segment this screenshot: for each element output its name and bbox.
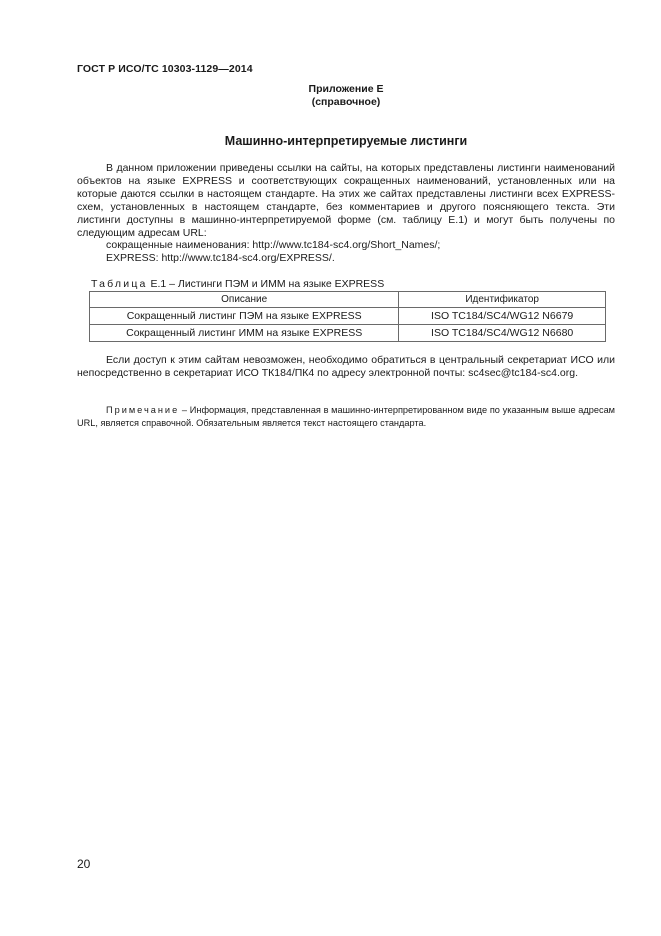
table-row (90, 325, 606, 342)
appendix-title: Приложение Е (308, 83, 384, 95)
table-header-row (90, 292, 606, 308)
note-label: Примечание (106, 405, 180, 415)
table-caption-label: Таблица (91, 278, 148, 290)
row-identifier: ISO TC184/SC4/WG12 N6679 (399, 308, 606, 325)
row-identifier: ISO TC184/SC4/WG12 N6680 (399, 325, 606, 342)
listing-table (89, 291, 606, 342)
url-express: EXPRESS: http://www.tc184-sc4.org/EXPRESS/. (106, 252, 335, 265)
url-short-names: сокращенные наименования: http://www.tc184-sc4.org/Short_Names/; (106, 239, 441, 252)
table-caption-text: Е.1 – Листинги ПЭМ и ИММ на языке EXPRESS (147, 278, 385, 290)
appendix-heading (240, 83, 452, 109)
note-text: – Информация, представленная в машинно-интерпретированном виде по указанным выше адресам URL, является справочной. Обязательным является текст настоящего стандарта. (77, 405, 615, 428)
contact-paragraph: Если доступ к этим сайтам невозможен, необходимо обратиться в центральный секретариат ИСО или непосредственно в секретариат ИСО ТК184/ПК4 по адресу электронной почты: sc4sec@tc184-sc4.org. (77, 354, 615, 379)
note-paragraph (77, 404, 615, 429)
document-id: ГОСТ Р ИСО/ТС 10303-1129—2014 (77, 63, 253, 75)
table-caption (91, 278, 384, 290)
row-description: Сокращенный листинг ПЭМ на языке EXPRESS (90, 308, 399, 325)
appendix-subtitle: (справочное) (311, 96, 381, 108)
intro-block (77, 162, 615, 265)
table-row (90, 308, 606, 325)
section-title: Машинно-интерпретируемые листинги (224, 134, 468, 148)
row-description: Сокращенный листинг ИММ на языке EXPRESS (90, 325, 399, 342)
page-number: 20 (77, 857, 91, 871)
header-description: Описание (90, 292, 399, 308)
intro-paragraph: В данном приложении приведены ссылки на сайты, на которых представлены листинги наименований объектов на языке EXPRESS и соответствующих сокращенных наименований, установленных или на которые даются ссылки в настоящем стандарте. На этих же сайтах представлены листинги всех EXPRESS-схем, установленных в настоящем стандарте, без комментариев и другого поясняющего текста. Эти листинги доступны в машинно-интерпретируемой форме (см. таблицу Е.1) и могут быть получены по следующим адресам URL: (77, 162, 615, 239)
header-identifier: Идентификатор (399, 292, 606, 308)
